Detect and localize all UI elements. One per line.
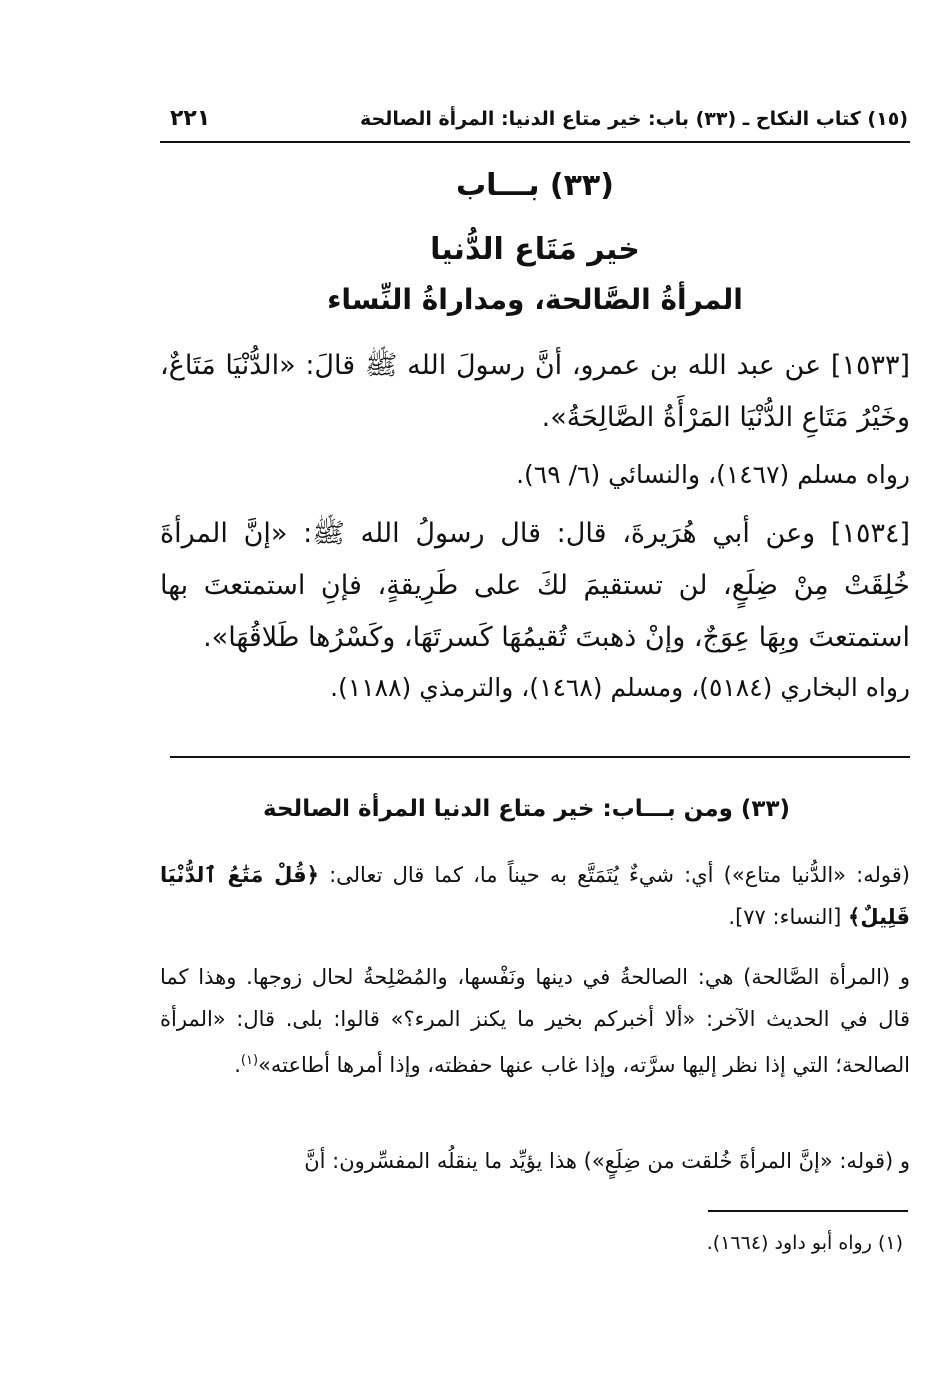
commentary-text: و (المرأة الصَّالحة) هي: الصالحةُ في دينها ونَفْسها، والمُصْلِحةُ لحال زوجها. وهذا كما قال في الحديث الآخر: «ألا أخبركم بخير ما يكنز المرء؟» قالوا: بلى. قال: «المرأة الصالحة؛ التي إذا نظر إليها سرَّته، وإذا غاب عنها حفظته، وإذا أمرها أطاعته» — [160, 965, 910, 1077]
hadith-1534-citation: رواه البخاري (٥١٨٤)، ومسلم (١٤٦٨)، والترمذي (١١٨٨). — [330, 673, 910, 702]
running-title: (١٥) كتاب النكاح ـ (٣٣) باب: خير متاع الدنيا: المرأة الصالحة — [360, 108, 908, 130]
quran-quote: ﴿قُلْ مَتَٰعُ ٱلدُّنْيَا قَلِيلٌ﴾ — [160, 863, 910, 929]
header-rule — [160, 141, 910, 143]
commentary-paragraph-1 — [160, 854, 910, 938]
chapter-title: خير مَتَاع الدُّنيا — [430, 232, 640, 267]
page-number: ٢٢١ — [170, 106, 211, 131]
footnote: (١) رواه أبو داود (١٦٦٤). — [706, 1232, 903, 1254]
commentary-text-end: . — [234, 1053, 241, 1077]
section-divider — [170, 756, 910, 758]
commentary-paragraph-2 — [160, 956, 910, 1086]
commentary-heading: (٣٣) ومن بـــاب: خير متاع الدنيا المرأة الصالحة — [263, 796, 790, 822]
hadith-1533-citation: رواه مسلم (١٤٦٧)، والنسائي (٦/ ٦٩). — [516, 460, 910, 489]
chapter-subtitle: المرأةُ الصَّالحة، ومداراةُ النِّساء — [327, 283, 743, 316]
commentary-paragraph-3: و (قوله: «إنَّ المرأةَ خُلقت من ضِلَعٍ») هذا يؤيِّد ما ينقلُه المفسِّرون: أنَّ — [304, 1149, 910, 1173]
hadith-1533: [١٥٣٣] عن عبد الله بن عمرو، أنَّ رسولَ الله ﷺ قالَ: «الدُّنْيَا مَتَاعٌ، وخَيْرُ مَتَاعِ الدُّنْيَا المَرْأَةُ الصَّالِحَةُ». — [160, 350, 910, 433]
footnote-marker[interactable]: (١) — [240, 1053, 259, 1068]
hadith-1534: [١٥٣٤] وعن أبي هُرَيرةَ، قال: قال رسولُ الله ﷺ: «إنَّ المرأةَ خُلِقَتْ مِنْ ضِلَعٍ، لن تستقيمَ لكَ على طَرِيقةٍ، فإنِ استمتعتَ بها استمتعتَ وبِهَا عِوَجٌ، وإنْ ذهبتَ تُقيمُهَا كَسرتَهَا، وكَسْرُها طَلاقُهَا». — [160, 518, 910, 653]
page-header — [160, 108, 908, 138]
commentary-text: (قوله: «الدُّنيا متاع») أي: شيءٌ يُتَمَتَّع به حيناً ما، كما قال تعالى: — [318, 863, 910, 887]
quran-reference: [النساء: ٧٧]. — [728, 905, 849, 929]
chapter-number: (٣٣) بـــاب — [456, 168, 614, 203]
footnote-rule — [708, 1210, 908, 1212]
